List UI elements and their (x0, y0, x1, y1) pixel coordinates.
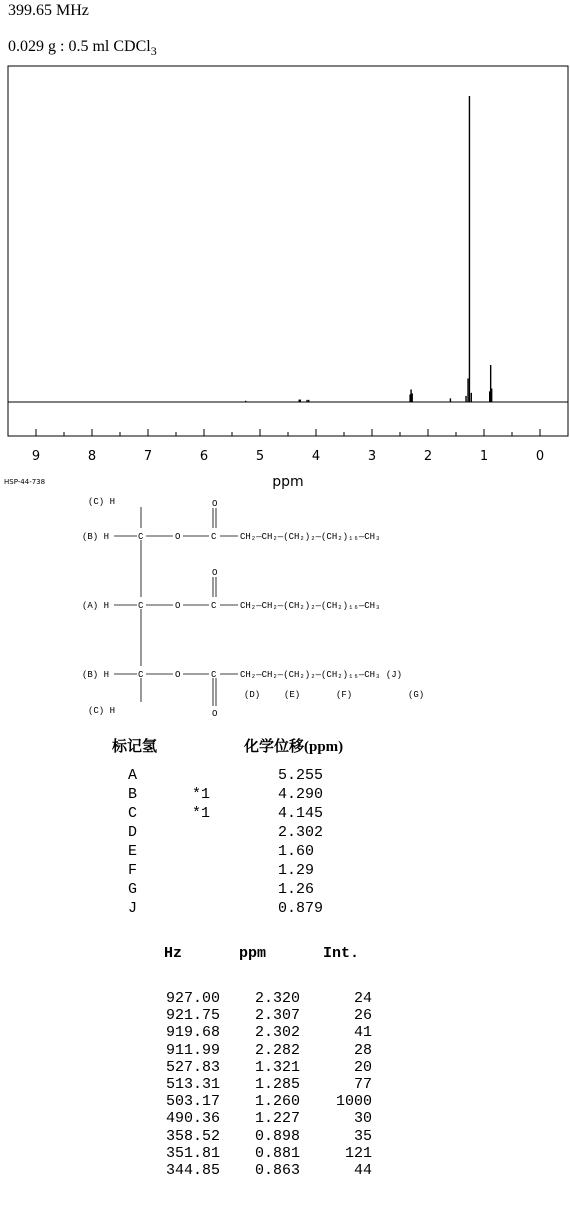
peak-cell-hz: 527.83 (165, 1058, 220, 1076)
assignment-ppm: 5.255 (278, 767, 324, 784)
assignment-ppm: 2.302 (278, 824, 324, 841)
peak-cell-hz: 927.00 (165, 990, 220, 1007)
struct-row-1-left: (B) H (82, 532, 110, 542)
peak-row (146, 1145, 372, 1162)
assignment-table (128, 766, 323, 918)
peak-cell-hz: 503.17 (165, 1093, 220, 1111)
x-tick-label: 4 (311, 449, 321, 464)
sample-concentration (8, 38, 157, 60)
struct-chain-1: CH₂—CH₂—(CH₂)₂—(CH₂)₁₆—CH₃ (240, 532, 381, 542)
assignment-row (128, 804, 323, 823)
assignment-row (128, 842, 323, 861)
peak-cell-hz: 358.52 (165, 1127, 220, 1145)
x-axis-tick-labels (32, 449, 544, 464)
peak-cell-hz: 919.68 (165, 1024, 220, 1042)
assignment-note: *1 (192, 805, 211, 822)
peak-cell-ppm: 2.320 (254, 990, 300, 1007)
peak-cell-int: 1000 (335, 1093, 372, 1111)
peak-cell-hz: 513.31 (165, 1076, 220, 1094)
peak-cell-ppm: 2.302 (254, 1024, 300, 1042)
spectrum-code: HSP-44-738 (4, 478, 46, 486)
peak-cell-int: 77 (353, 1076, 372, 1094)
peak-cell-ppm: 1.321 (254, 1058, 300, 1076)
sample-text: 0.029 g : 0.5 ml CDCl (8, 38, 151, 55)
peak-cell-int: 26 (353, 1007, 372, 1025)
peak-cell-int: 24 (353, 990, 372, 1007)
x-tick-label: 5 (255, 449, 265, 464)
peak-cell-ppm: 2.307 (254, 1007, 300, 1025)
struct-o-3: O (175, 670, 181, 680)
peak-row (146, 1110, 372, 1127)
assignment-row (128, 823, 323, 842)
peak-cell-ppm: 0.881 (254, 1144, 300, 1162)
peak-col-int: Int. (323, 945, 360, 962)
assignment-note (192, 842, 278, 861)
peak-col-ppm: ppm (239, 945, 267, 962)
assignment-label: B (128, 786, 138, 803)
struct-c-2: C (138, 601, 144, 611)
peak-row (146, 1059, 372, 1076)
assignment-note (192, 899, 278, 918)
assignment-row (128, 766, 323, 785)
peak-row (146, 1024, 372, 1041)
assignment-ppm: 0.879 (278, 900, 324, 917)
x-tick-label: 0 (535, 449, 545, 464)
struct-row-3-left: (B) H (82, 670, 110, 680)
peak-row (146, 1162, 372, 1179)
assignment-ppm: 1.29 (278, 862, 315, 879)
struct-c-3: C (138, 670, 144, 680)
assignment-row (128, 861, 323, 880)
struct-c-1: C (138, 532, 144, 542)
peak-row (146, 1007, 372, 1024)
assign-col-label: 标记氢 (112, 739, 158, 755)
assignment-label: F (128, 862, 138, 879)
peak-col-hz: Hz (164, 945, 183, 962)
x-tick-label: 6 (199, 449, 209, 464)
peak-cell-ppm: 1.227 (254, 1110, 300, 1128)
assignment-note (192, 861, 278, 880)
assignment-label: A (128, 767, 138, 784)
struct-row-2-left: (A) H (82, 601, 110, 611)
peak-cell-int: 28 (353, 1041, 372, 1059)
x-tick-label: 1 (479, 449, 489, 464)
assign-col-shift: 化学位移(ppm) (244, 739, 344, 755)
peak-row (146, 1128, 372, 1145)
struct-chain-3: CH₂—CH₂—(CH₂)₂—(CH₂)₁₆—CH₃ (J) (240, 670, 403, 680)
peak-cell-int: 30 (353, 1110, 372, 1128)
peak-cell-int: 121 (344, 1144, 372, 1162)
peak-row (146, 1042, 372, 1059)
x-tick-label: 9 (31, 449, 41, 464)
assignment-label: G (128, 881, 138, 898)
struct-carbonyl-o-3: O (212, 709, 218, 719)
peak-cell-ppm: 1.285 (254, 1076, 300, 1094)
assignment-row (128, 880, 323, 899)
molecule-structure (0, 488, 570, 728)
assignment-note (192, 766, 278, 785)
struct-o-2: O (175, 601, 181, 611)
struct-o-1: O (175, 532, 181, 542)
struct-cc-3: C (211, 670, 217, 680)
peak-row (146, 990, 372, 1007)
assignment-label: D (128, 824, 138, 841)
assignment-ppm: 1.26 (278, 881, 315, 898)
assignment-row (128, 785, 323, 804)
x-axis-ticks (8, 429, 540, 436)
struct-carbonyl-o-2: O (212, 568, 218, 578)
assignment-row (128, 899, 323, 918)
x-tick-label: 2 (423, 449, 433, 464)
assignment-label: E (128, 843, 138, 860)
assignment-note (192, 880, 278, 899)
peak-cell-ppm: 2.282 (254, 1041, 300, 1059)
plot-frame (8, 66, 568, 436)
peak-cell-hz: 921.75 (165, 1007, 220, 1025)
peak-cell-ppm: 0.863 (254, 1162, 300, 1180)
assignment-ppm: 4.145 (278, 805, 324, 822)
x-tick-label: 7 (143, 449, 153, 464)
peak-cell-hz: 351.81 (165, 1144, 220, 1162)
peak-cell-int: 20 (353, 1058, 372, 1076)
struct-label-g: (G) (408, 690, 425, 700)
assignment-note: *1 (192, 786, 211, 803)
assignment-label: J (128, 900, 138, 917)
struct-chain-2: CH₂—CH₂—(CH₂)₂—(CH₂)₁₆—CH₃ (240, 601, 381, 611)
peak-row (146, 1093, 372, 1110)
peak-cell-ppm: 0.898 (254, 1127, 300, 1145)
struct-label-d: (D) (244, 690, 261, 700)
x-tick-label: 8 (87, 449, 97, 464)
spectrometer-frequency: 399.65 MHz (8, 2, 89, 19)
assignment-note (192, 823, 278, 842)
assignment-label: C (128, 805, 138, 822)
struct-top-h: (C) H (88, 497, 116, 507)
struct-label-e: (E) (284, 690, 301, 700)
peak-table (146, 990, 372, 1179)
x-axis-label: ppm (272, 474, 304, 490)
x-tick-label: 3 (367, 449, 377, 464)
peak-cell-hz: 911.99 (165, 1041, 220, 1059)
peak-cell-ppm: 1.260 (254, 1093, 300, 1111)
assignment-ppm: 4.290 (278, 786, 324, 803)
peak-row (146, 1076, 372, 1093)
struct-carbonyl-o-1: O (212, 499, 218, 509)
struct-label-f: (F) (336, 690, 353, 700)
struct-bottom-h: (C) H (88, 706, 116, 716)
sample-subscript: 3 (150, 44, 157, 59)
peak-cell-int: 41 (353, 1024, 372, 1042)
spectrum-peaks (246, 96, 492, 402)
struct-cc-1: C (211, 532, 217, 542)
peak-cell-int: 35 (353, 1127, 372, 1145)
assignment-ppm: 1.60 (278, 843, 315, 860)
peak-cell-hz: 490.36 (165, 1110, 220, 1128)
struct-cc-2: C (211, 601, 217, 611)
peak-cell-hz: 344.85 (165, 1162, 220, 1180)
peak-cell-int: 44 (353, 1162, 372, 1180)
